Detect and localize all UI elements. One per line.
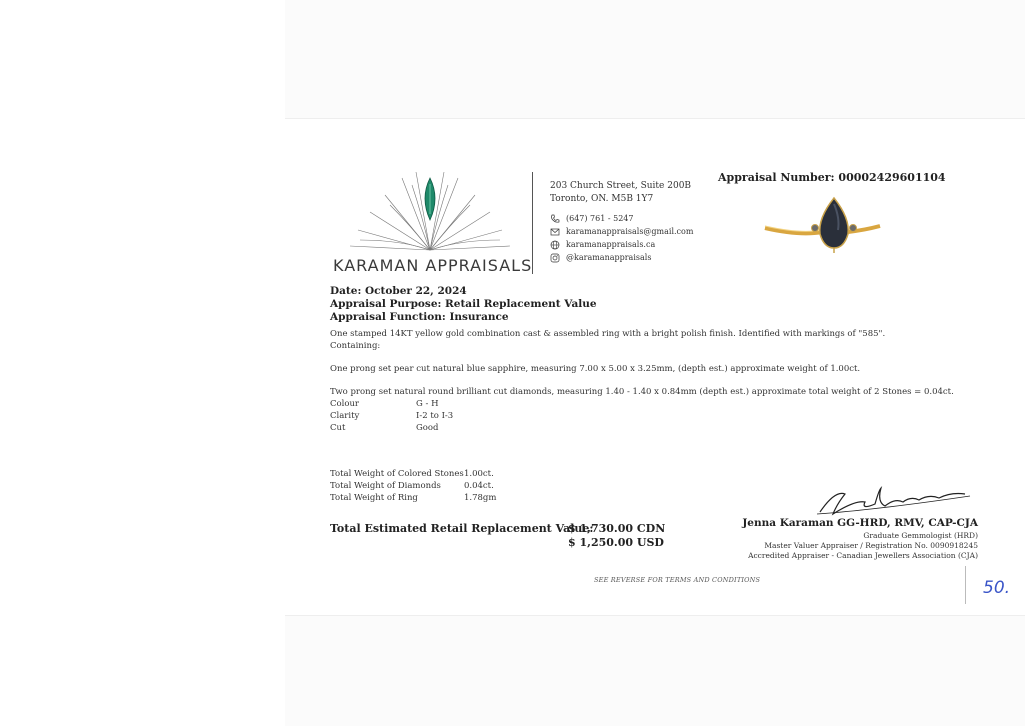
appraiser-name: Jenna Karaman GG-HRD, RMV, CAP-CJA: [742, 517, 978, 529]
weight-row-diamonds: [330, 481, 494, 491]
grade-label: Colour: [330, 399, 359, 409]
phone-icon: [550, 214, 560, 224]
grade-row-cut: [330, 423, 439, 433]
globe-icon: [550, 240, 560, 250]
contact-website: [550, 238, 655, 251]
instagram-icon: [550, 253, 560, 263]
contact-email: [550, 225, 693, 238]
appraisal-number: Appraisal Number: 00002429601104: [718, 171, 946, 184]
weight-label: Total Weight of Diamonds: [330, 481, 441, 491]
appraisal-function: Appraisal Function: Insurance: [330, 311, 509, 323]
address-line-2: Toronto, ON. M5B 1Y7: [550, 194, 654, 204]
address-line-1: 203 Church Street, Suite 200B: [550, 181, 692, 191]
appraisal-purpose: Appraisal Purpose: Retail Replacement Value: [330, 298, 597, 310]
description-line-2: Containing:: [330, 341, 381, 351]
contact-phone: [550, 212, 633, 225]
appraiser-title-2: Master Valuer Appraiser / Registration No. 0090918245: [764, 541, 978, 550]
mail-icon: [550, 227, 560, 237]
instagram-text: @karamanappraisals: [566, 253, 652, 262]
weight-row-colored-stones: [330, 469, 494, 479]
total-value-label: Total Estimated Retail Replacement Value:: [330, 522, 594, 535]
grade-label: Clarity: [330, 411, 360, 421]
weight-label: Total Weight of Colored Stones: [330, 469, 464, 479]
grade-row-colour: [330, 399, 439, 409]
divider: [532, 172, 533, 274]
grade-row-clarity: [330, 411, 454, 421]
appraisal-date: Date: October 22, 2024: [330, 285, 467, 297]
appraisal-headings: [330, 285, 597, 324]
total-value-usd: $ 1,250.00 USD: [568, 536, 664, 549]
appraiser-title-1: Graduate Gemmologist (HRD): [863, 531, 978, 540]
phone-text: (647) 761 - 5247: [566, 214, 634, 223]
website-text: karamanappraisals.ca: [566, 240, 656, 249]
appraiser-title-3: Accredited Appraiser - Canadian Jewellers Association (CJA): [748, 551, 978, 560]
divider: [965, 566, 966, 604]
total-value-cdn: $ 1,730.00 CDN: [568, 522, 666, 535]
sapphire-description: One prong set pear cut natural blue sapphire, measuring 7.00 x 5.00 x 3.25mm, (depth est.) approximate weight of 1.00ct.: [330, 364, 861, 374]
grade-label: Cut: [330, 423, 346, 433]
weight-label: Total Weight of Ring: [330, 493, 418, 503]
weight-row-ring: [330, 493, 497, 503]
handwritten-note: 50.: [983, 578, 1011, 598]
contact-instagram: [550, 251, 651, 264]
grade-value: I-2 to I-3: [416, 411, 454, 421]
company-name: KARAMAN APPRAISALS: [333, 256, 533, 275]
diamonds-description: Two prong set natural round brilliant cut diamonds, measuring 1.40 - 1.40 x 0.84mm (depth est.) approximate total weight of 2 Stones = 0.04ct.: [330, 387, 954, 397]
grade-value: G - H: [416, 399, 439, 409]
description-line-1: One stamped 14KT yellow gold combination cast & assembled ring with a bright polish finish. Identified with markings of "585".: [330, 329, 886, 339]
terms-note: SEE REVERSE FOR TERMS AND CONDITIONS: [594, 576, 761, 584]
email-text: karamanappraisals@gmail.com: [566, 227, 694, 236]
ring-photo: [760, 190, 885, 260]
grade-value: Good: [416, 423, 439, 433]
company-address: [550, 180, 691, 206]
weight-value: 0.04ct.: [464, 481, 494, 491]
weight-value: 1.00ct.: [464, 469, 494, 479]
signature-icon: [815, 480, 975, 520]
weight-value: 1.78gm: [464, 493, 497, 503]
